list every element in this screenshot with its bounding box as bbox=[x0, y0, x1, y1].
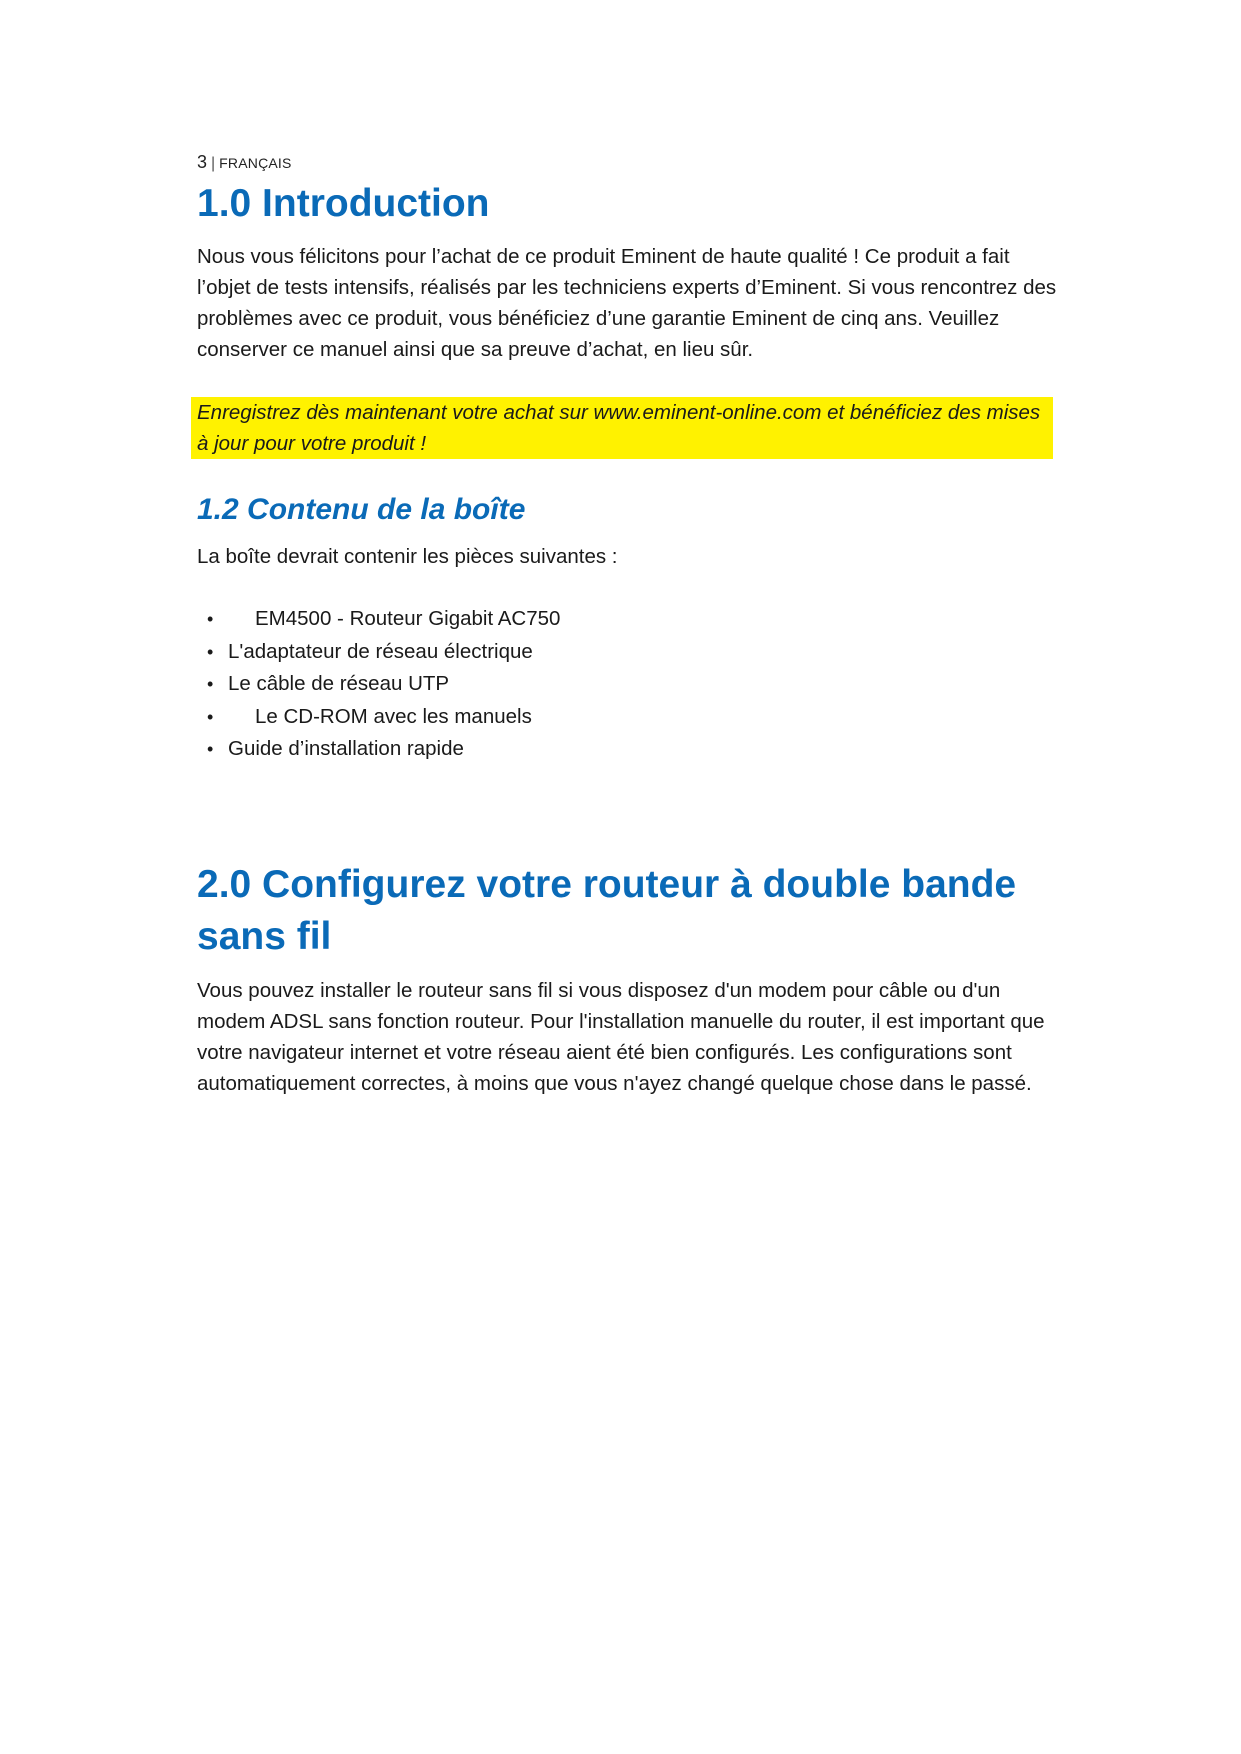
list-item-text: Le câble de réseau UTP bbox=[228, 672, 450, 695]
bullet-icon: • bbox=[207, 641, 214, 662]
introduction-paragraph: Nous vous félicitons pour l’achat de ce produit Eminent de haute qualité ! Ce produit a fait l’objet de tests intensifs, réalisés par les techniciens experts d’Eminent. Si vous rencontrez des problèmes avec ce produit, vous bénéficiez d’une garantie Eminent de cinq ans. Veuillez conserver ce manuel ainsi que sa preuve d’achat, en lieu sûr. bbox=[197, 245, 1057, 361]
list-item-text: Guide d’installation rapide bbox=[228, 737, 464, 760]
section-title-configure-router: 2.0 Configurez votre routeur à double bande sans fil bbox=[197, 863, 1017, 958]
list-item-text: EM4500 - Routeur Gigabit AC750 bbox=[255, 607, 561, 630]
configure-router-paragraph: Vous pouvez installer le routeur sans fil si vous disposez d'un modem pour câble ou d'un modem ADSL sans fonction routeur. Pour l'installation manuelle du router, il est important que votre navigateur internet et votre réseau aient été bien configurés. Les configurations sont automatiquement correctes, à moins que vous n'ayez changé quelque chose dans le passé. bbox=[197, 979, 1045, 1095]
box-contents-intro: La boîte devrait contenir les pièces suivantes : bbox=[197, 545, 618, 568]
list-item-text: L'adaptateur de réseau électrique bbox=[228, 639, 533, 663]
bullet-icon: • bbox=[207, 739, 214, 759]
page-header bbox=[197, 152, 292, 173]
section-title-introduction: 1.0 Introduction bbox=[197, 182, 490, 225]
bullet-icon: • bbox=[207, 609, 214, 629]
bullet-icon: • bbox=[207, 674, 214, 694]
header-separator: | bbox=[211, 155, 216, 172]
bullet-icon: • bbox=[207, 706, 214, 727]
list-item-text: Le CD-ROM avec les manuels bbox=[255, 704, 532, 728]
registration-highlight-text: Enregistrez dès maintenant votre achat sur www.eminent-online.com et bénéficiez des mises à jour pour votre produit ! bbox=[197, 401, 1041, 455]
section-title-box-contents: 1.2 Contenu de la boîte bbox=[197, 493, 526, 526]
registration-highlight bbox=[191, 397, 1053, 459]
header-language: FRANÇAIS bbox=[219, 155, 292, 171]
page-number: 3 bbox=[197, 152, 208, 172]
